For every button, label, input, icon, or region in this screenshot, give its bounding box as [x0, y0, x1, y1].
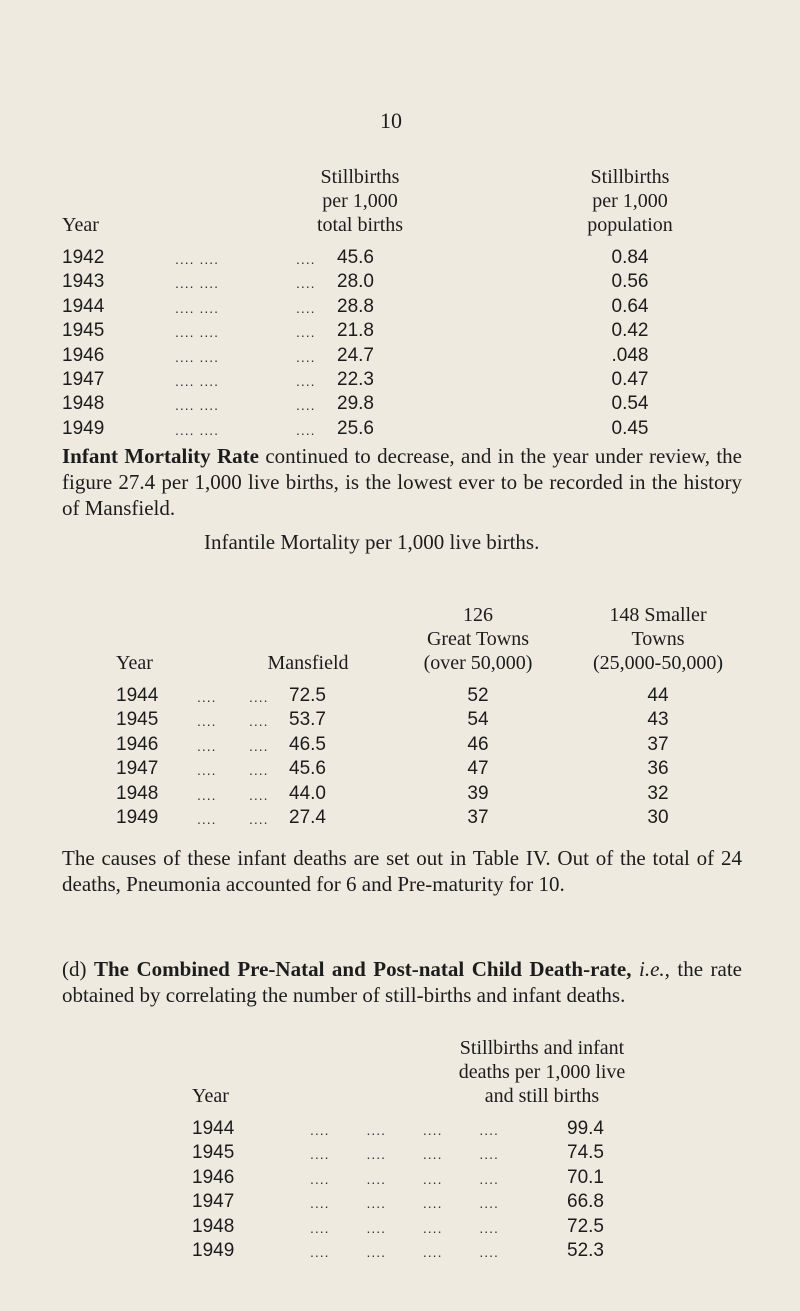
row-stillbirths-per-births: 29.8	[337, 393, 374, 415]
row-year: 1948	[62, 393, 105, 415]
row-smaller-towns: 44	[647, 685, 669, 706]
table2-header-year: Year	[116, 652, 153, 674]
row-stillbirths-per-births: 25.6	[337, 417, 374, 439]
row-year: 1949	[116, 807, 159, 828]
row-combined-rate: 72.5	[567, 1215, 604, 1237]
row-combined-rate: 99.4	[567, 1118, 604, 1139]
table3-header-year: Year	[192, 1085, 229, 1107]
row-smaller-towns: 32	[647, 782, 669, 804]
row-dots: ....	[197, 689, 217, 705]
row-leader: ....	[249, 713, 269, 730]
row-dots: .... ....	[175, 251, 220, 267]
row-mansfield: 44.0	[289, 782, 326, 804]
row-combined-rate: 52.3	[567, 1240, 604, 1261]
row-dots: .... .... .... ....	[310, 1122, 499, 1138]
row-combined-rate: 66.8	[567, 1191, 604, 1213]
row-year: 1949	[62, 417, 105, 439]
table1-header-year: Year	[62, 214, 99, 236]
row-dots: .... ....	[175, 421, 220, 438]
combined-death-rate-term: The Combined Pre-Natal and Post-natal Child Death-rate,	[93, 957, 632, 981]
row-mansfield: 45.6	[289, 758, 326, 780]
row-dots: .... ....	[175, 373, 220, 389]
row-combined-rate: 70.1	[567, 1166, 604, 1188]
row-leader: ....	[249, 737, 269, 754]
row-dots: .... .... .... ....	[310, 1146, 499, 1163]
row-great-towns: 37	[467, 807, 489, 828]
row-great-towns: 52	[467, 685, 489, 706]
table2-header-mansfield: Mansfield	[267, 652, 349, 674]
row-year: 1943	[62, 271, 105, 293]
row-year: 1945	[116, 709, 159, 731]
row-leader: ....	[296, 324, 316, 341]
row-year: 1946	[192, 1166, 235, 1188]
row-leader: ....	[249, 762, 269, 779]
row-mansfield: 72.5	[289, 685, 326, 706]
row-stillbirths-per-population: 0.64	[611, 295, 649, 317]
row-dots: .... .... .... ....	[310, 1219, 499, 1236]
row-dots: .... .... .... ....	[310, 1244, 499, 1260]
row-dots: .... ....	[175, 397, 220, 414]
row-year: 1946	[62, 344, 105, 366]
row-dots: ....	[197, 811, 217, 827]
combined-death-rate-paragraph: (d) The Combined Pre-Natal and Post-natal Child Death-rate, i.e., the rate obtained by correlating the number of still-births and infant deaths.	[62, 957, 743, 1007]
row-year: 1947	[62, 369, 105, 390]
row-dots: .... ....	[175, 348, 220, 365]
table1-header-col1: Stillbirths per 1,000 total births	[316, 166, 404, 236]
row-year: 1949	[192, 1240, 235, 1261]
row-great-towns: 39	[467, 782, 489, 804]
row-leader: ....	[249, 689, 269, 705]
row-great-towns: 46	[467, 733, 489, 755]
row-leader: ....	[296, 397, 316, 414]
row-mansfield: 46.5	[289, 733, 326, 755]
row-year: 1944	[192, 1118, 235, 1139]
row-stillbirths-per-population: 0.45	[611, 417, 649, 439]
infant-mortality-rate-term: Infant Mortality Rate	[62, 444, 259, 468]
row-dots: .... ....	[175, 275, 220, 292]
row-leader: ....	[296, 421, 316, 438]
row-year: 1948	[116, 782, 159, 804]
row-year: 1948	[192, 1215, 235, 1237]
row-stillbirths-per-population: 0.47	[611, 369, 649, 390]
row-year: 1942	[62, 247, 105, 268]
table2-header-great-towns: 126 Great Towns (over 50,000)	[423, 604, 533, 674]
row-stillbirths-per-births: 28.0	[337, 271, 374, 293]
row-smaller-towns: 36	[647, 758, 669, 780]
row-stillbirths-per-births: 21.8	[337, 320, 374, 342]
row-stillbirths-per-population: 0.56	[611, 271, 649, 293]
row-dots: .... .... .... ....	[310, 1195, 499, 1212]
row-year: 1945	[192, 1142, 235, 1164]
row-smaller-towns: 43	[647, 709, 669, 731]
table3-header-col1: Stillbirths and infant deaths per 1,000 live and still births	[458, 1037, 626, 1107]
row-leader: ....	[296, 373, 316, 389]
row-year: 1944	[116, 685, 159, 706]
row-dots: .... ....	[175, 324, 220, 341]
row-year: 1946	[116, 733, 159, 755]
row-year: 1947	[192, 1191, 235, 1213]
row-stillbirths-per-births: 24.7	[337, 344, 374, 366]
table2-header-smaller-towns: 148 Smaller Towns (25,000-50,000)	[593, 604, 723, 674]
row-stillbirths-per-population: 0.54	[611, 393, 649, 415]
row-dots: .... .... .... ....	[310, 1170, 499, 1187]
row-year: 1944	[62, 295, 105, 317]
row-stillbirths-per-population: 0.84	[611, 247, 649, 268]
page-number: 10	[380, 108, 402, 133]
row-leader: ....	[296, 348, 316, 365]
row-leader: ....	[249, 786, 269, 803]
row-stillbirths-per-births: 45.6	[337, 247, 374, 268]
row-dots: ....	[197, 713, 217, 730]
table2-caption: Infantile Mortality per 1,000 live births.	[204, 530, 540, 554]
row-great-towns: 47	[467, 758, 489, 780]
row-great-towns: 54	[467, 709, 489, 731]
row-dots: .... ....	[175, 299, 220, 316]
table1-header-col2: Stillbirths per 1,000 population	[587, 166, 673, 236]
row-year: 1945	[62, 320, 105, 342]
row-dots: ....	[197, 762, 217, 779]
row-leader: ....	[296, 251, 316, 267]
row-mansfield: 27.4	[289, 807, 326, 828]
row-smaller-towns: 30	[647, 807, 669, 828]
infant-death-causes-paragraph: The causes of these infant deaths are set out in Table IV. Out of the total of 24 deaths, Pneumonia accounted for 6 and Pre-maturity for 10.	[62, 846, 742, 896]
row-stillbirths-per-births: 28.8	[337, 295, 374, 317]
row-stillbirths-per-population: .048	[611, 344, 649, 366]
row-smaller-towns: 37	[647, 733, 669, 755]
row-leader: ....	[249, 811, 269, 827]
row-stillbirths-per-births: 22.3	[337, 369, 374, 390]
row-year: 1947	[116, 758, 159, 780]
row-dots: ....	[197, 737, 217, 754]
row-dots: ....	[197, 786, 217, 803]
row-combined-rate: 74.5	[567, 1142, 604, 1164]
infant-mortality-paragraph: Infant Mortality Rate continued to decrease, and in the year under review, the figure 27.4 per 1,000 live births, is the lowest ever to be recorded in the history of Mansfield.	[62, 444, 742, 520]
row-stillbirths-per-population: 0.42	[611, 320, 649, 342]
row-leader: ....	[296, 299, 316, 316]
row-leader: ....	[296, 275, 316, 292]
row-mansfield: 53.7	[289, 709, 326, 731]
